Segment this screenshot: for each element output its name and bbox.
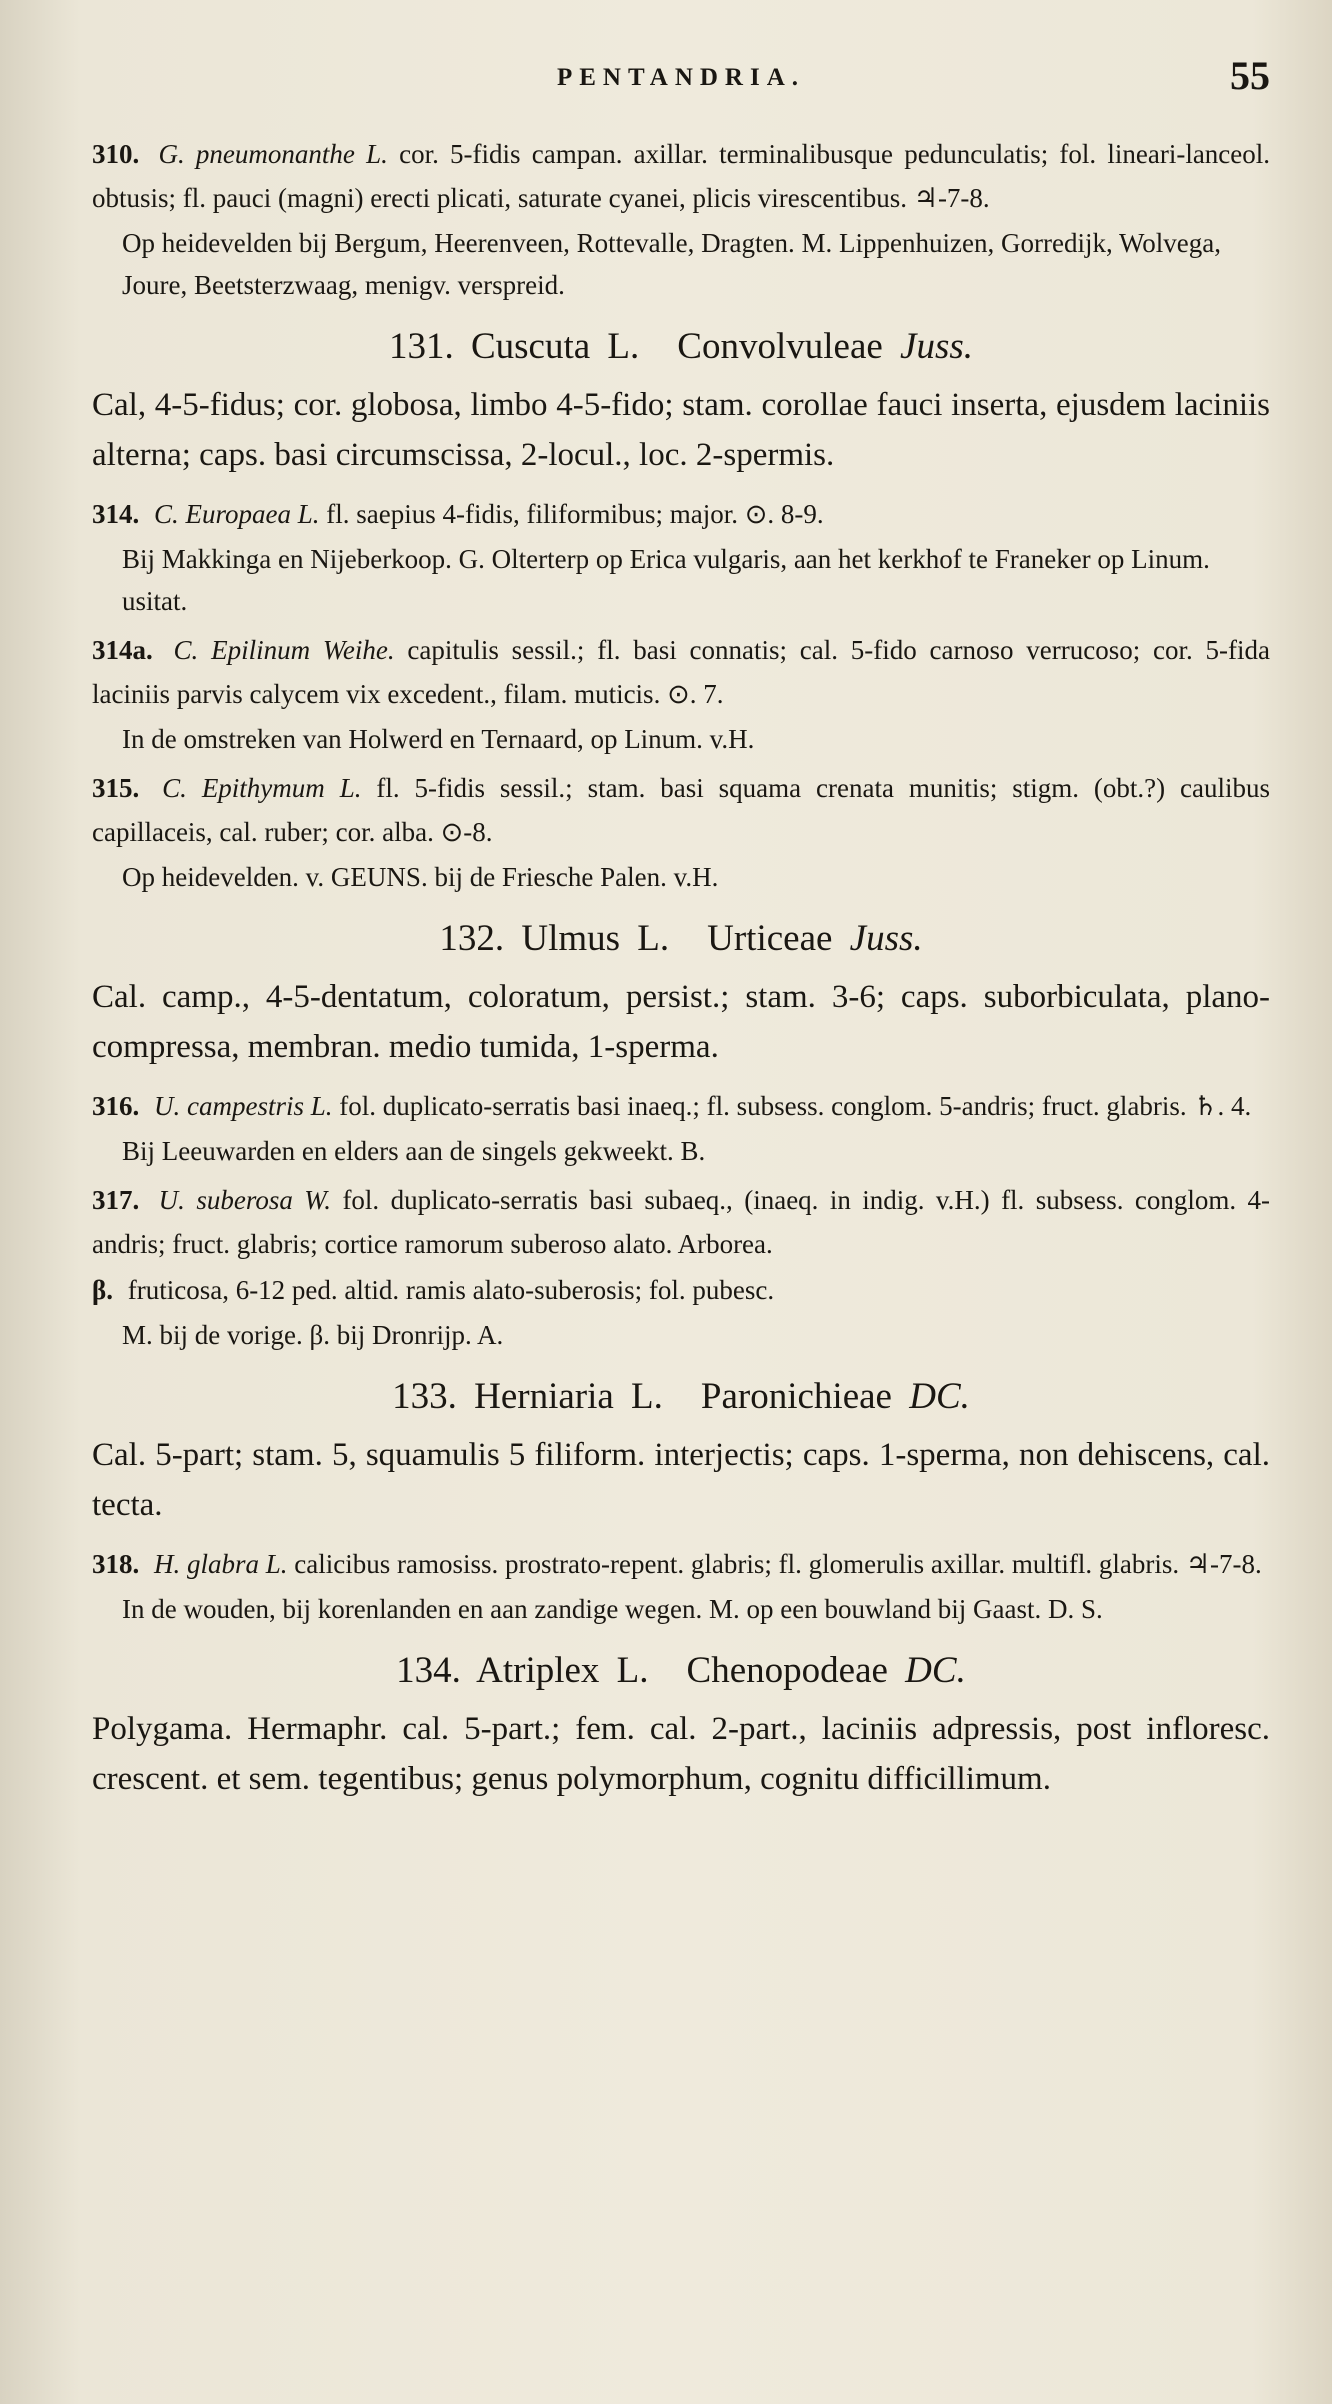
species-locality: In de wouden, bij korenlanden en aan zandige wegen. M. op een bouwland bij Gaast. D. S. bbox=[122, 1594, 1103, 1624]
species-name: C. Europaea L. bbox=[154, 499, 320, 529]
section-herniaria bbox=[92, 1370, 1270, 1630]
family-authority: DC. bbox=[909, 1376, 970, 1417]
genus-description: Cal. 5-part; stam. 5, squamulis 5 filiform. interjectis; caps. 1-sperma, non dehiscens, cal. tecta. bbox=[92, 1437, 1270, 1523]
section-gentiana-continuation bbox=[92, 132, 1270, 306]
genus-heading bbox=[92, 1370, 1270, 1424]
genus-description: Cal, 4-5-fidus; cor. globosa, limbo 4-5-fido; stam. corollae fauci inserta, ejusdem laciniis alterna; caps. basi circumscissa, 2-locul., loc. 2-spermis. bbox=[92, 387, 1270, 473]
entry-number: 310. bbox=[92, 139, 140, 169]
genus-title: 134. Atriplex L. bbox=[396, 1650, 649, 1691]
genus-heading bbox=[92, 1644, 1270, 1698]
variety-entry bbox=[92, 1268, 1270, 1312]
variety-description: fruticosa, 6-12 ped. altid. ramis alato-suberosis; fol. pubesc. bbox=[127, 1275, 775, 1305]
genus-title: 132. Ulmus L. bbox=[439, 918, 670, 959]
species-name: C. Epithymum L. bbox=[162, 773, 362, 803]
page-number: 55 bbox=[1230, 53, 1270, 98]
species-description: calicibus ramosiss. prostrato-repent. glabris; fl. glomerulis axillar. multifl. glabris. ♃-7-8. bbox=[294, 1549, 1262, 1579]
species-description: capitulis sessil.; fl. basi connatis; cal. 5-fido carnoso verrucoso; cor. 5-fida laciniis parvis calycem vix excedent., filam. muticis. ⊙. 7. bbox=[92, 635, 1271, 709]
species-name: U. campestris L. bbox=[154, 1091, 333, 1121]
entry-number: 314. bbox=[92, 499, 140, 529]
species-locality: M. bij de vorige. β. bij Dronrijp. A. bbox=[122, 1320, 504, 1350]
section-atriplex bbox=[92, 1644, 1270, 1804]
species-description: fol. duplicato-serratis basi inaeq.; fl. subsess. conglom. 5-andris; fruct. glabris. ♄. 4. bbox=[339, 1091, 1252, 1121]
family-name: Convolvuleae bbox=[677, 326, 883, 367]
species-name: H. glabra L. bbox=[154, 1549, 288, 1579]
family-name: Paronichieae bbox=[700, 1376, 892, 1417]
species-name: C. Epilinum Weihe. bbox=[173, 635, 395, 665]
family-name: Urticeae bbox=[707, 918, 833, 959]
species-entry bbox=[92, 1084, 1270, 1128]
species-entry bbox=[92, 766, 1270, 854]
species-name: U. suberosa W. bbox=[158, 1185, 332, 1215]
genus-description: Cal. camp., 4-5-dentatum, coloratum, persist.; stam. 3-6; caps. suborbiculata, plano-compressa, membran. medio tumida, 1-sperma. bbox=[92, 979, 1270, 1065]
entry-number: 314a. bbox=[92, 635, 153, 665]
species-entry bbox=[92, 1178, 1270, 1266]
section-ulmus bbox=[92, 912, 1270, 1356]
entry-number: 315. bbox=[92, 773, 140, 803]
family-authority: DC. bbox=[905, 1650, 966, 1691]
family-authority: Juss. bbox=[849, 918, 923, 959]
species-locality: Op heidevelden. v. GEUNS. bij de Friesche Palen. v.H. bbox=[122, 862, 719, 892]
species-entry bbox=[92, 1542, 1270, 1586]
entry-number: 316. bbox=[92, 1091, 140, 1121]
section-cuscuta bbox=[92, 320, 1270, 898]
family-authority: Juss. bbox=[900, 326, 974, 367]
species-entry bbox=[92, 132, 1270, 220]
page-content bbox=[92, 132, 1270, 1804]
family-name: Chenopodeae bbox=[686, 1650, 888, 1691]
species-description: cor. 5-fidis campan. axillar. terminalibusque pedunculatis; fol. lineari-lanceol. obtusis; fl. pauci (magni) erecti plicati, saturate cyanei, plicis virescentibus. ♃-7-8. bbox=[92, 139, 1271, 213]
running-head: PENTANDRIA. bbox=[556, 64, 806, 91]
genus-description: Polygama. Hermaphr. cal. 5-part.; fem. cal. 2-part., laciniis adpressis, post infloresc. crescent. et sem. tegentibus; genus polymorphum, cognitu difficillimum. bbox=[92, 1711, 1270, 1797]
species-name: G. pneumonanthe L. bbox=[158, 139, 388, 169]
species-locality: Op heidevelden bij Bergum, Heerenveen, Rottevalle, Dragten. M. Lippenhuizen, Gorredijk, Wolvega, Joure, Beetsterzwaag, menigv. verspreid. bbox=[122, 228, 1221, 300]
genus-title: 131. Cuscuta L. bbox=[388, 326, 640, 367]
species-entry bbox=[92, 492, 1270, 536]
species-description: fl. 5-fidis sessil.; stam. basi squama crenata munitis; stigm. (obt.?) caulibus capillaceis, cal. ruber; cor. alba. ⊙-8. bbox=[92, 773, 1271, 847]
genus-heading bbox=[92, 912, 1270, 966]
page-header bbox=[92, 52, 1270, 132]
species-description: fol. duplicato-serratis basi subaeq., (inaeq. in indig. v.H.) fl. subsess. conglom. 4-andris; fruct. glabris; cortice ramorum suberoso alato. Arborea. bbox=[92, 1185, 1271, 1259]
entry-number: 317. bbox=[92, 1185, 140, 1215]
species-locality: Bij Makkinga en Nijeberkoop. G. Olterterp op Erica vulgaris, aan het kerkhof te Franeker op Linum. usitat. bbox=[122, 544, 1210, 616]
species-description: fl. saepius 4-fidis, filiformibus; major. ⊙. 8-9. bbox=[326, 499, 824, 529]
species-locality: In de omstreken van Holwerd en Ternaard, op Linum. v.H. bbox=[122, 724, 755, 754]
genus-heading bbox=[92, 320, 1270, 374]
variety-marker: β. bbox=[92, 1275, 113, 1305]
species-entry bbox=[92, 628, 1270, 716]
entry-number: 318. bbox=[92, 1549, 140, 1579]
species-locality: Bij Leeuwarden en elders aan de singels gekweekt. B. bbox=[122, 1136, 706, 1166]
genus-title: 133. Herniaria L. bbox=[392, 1376, 663, 1417]
